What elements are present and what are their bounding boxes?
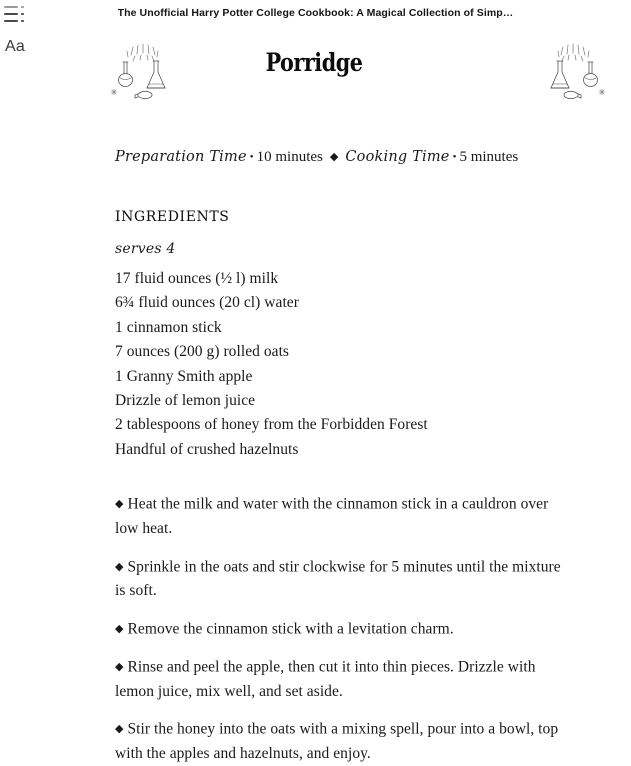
list-item: 17 fluid ounces (½ l) milk: [115, 270, 279, 287]
table-of-contents-icon[interactable]: [4, 5, 26, 23]
step-bullet-diamond-icon: ◆: [115, 560, 124, 573]
list-item: 6¾ fluid ounces (20 cl) water: [115, 294, 299, 312]
ingredients-heading: ingredients: [115, 202, 230, 226]
list-item: 7 ounces (200 g) rolled oats: [115, 343, 290, 361]
instruction-text: Remove the cinnamon stick with a levitation charm.: [127, 620, 454, 638]
step-bullet-diamond-icon: ◆: [115, 622, 124, 635]
toc-icon-row: [4, 20, 26, 22]
list-item: 1 cinnamon stick: [115, 318, 222, 336]
toc-icon-row: [4, 6, 26, 8]
list-item: 2 tablespoons of honey from the Forbidden Forest: [115, 416, 428, 434]
toc-icon-dash-long: [4, 13, 18, 15]
list-item: [115, 555, 561, 604]
recipe-page: [0, 26, 631, 762]
list-item: [115, 492, 561, 541]
step-bullet-diamond-icon: ◆: [115, 498, 124, 511]
list-item: [115, 617, 561, 642]
list-item: [115, 655, 561, 704]
list-item: [115, 717, 561, 766]
step-bullet-diamond-icon: ◆: [115, 723, 124, 736]
recipe-title: Porridge: [265, 48, 363, 77]
step-bullet-diamond-icon: ◆: [115, 660, 124, 673]
prep-time-separator: •: [249, 151, 254, 164]
font-size-button[interactable]: Aa: [5, 38, 25, 55]
recipe-title-row: [115, 38, 561, 116]
toc-icon-dash-short: [21, 13, 24, 15]
instruction-text: Stir the honey into the oats with a mixing spell, pour into a bowl, top with the apples and hazelnuts, and enjoy.: [115, 720, 559, 762]
instruction-text: Rinse and peel the apple, then cut it into thin pieces. Drizzle with lemon juice, mix well, and set aside.: [115, 658, 536, 700]
cook-time-separator: •: [452, 151, 457, 164]
toc-icon-dash-short: [21, 20, 24, 22]
times-divider-diamond-icon: ◆: [329, 150, 339, 163]
ingredient-list: [115, 267, 561, 462]
prep-time-value: 10 minutes: [256, 149, 323, 165]
toc-icon-dash-long: [4, 20, 18, 22]
instruction-text: Sprinkle in the oats and stir clockwise for 5 minutes until the mixture is soft.: [115, 558, 561, 600]
book-title: The Unofficial Harry Potter College Cookbook: A Magical Collection of Simp…: [117, 7, 514, 19]
toc-icon-dash-short: [21, 6, 24, 8]
toc-icon-dash-long: [4, 6, 18, 8]
list-item: Drizzle of lemon juice: [115, 392, 256, 410]
cook-time-value: 5 minutes: [459, 149, 519, 165]
reader-header-bar: [0, 0, 631, 26]
list-item: 1 Granny Smith apple: [115, 367, 253, 385]
list-item: Handful of crushed hazelnuts: [115, 440, 299, 458]
serves-label: serves 4: [115, 241, 176, 257]
cook-time-label: Cooking Time: [345, 149, 450, 165]
prep-time-label: Preparation Time: [115, 149, 247, 165]
toc-icon-row: [4, 13, 26, 15]
recipe-times: [115, 148, 561, 166]
instruction-text: Heat the milk and water with the cinnamon stick in a cauldron over low heat.: [115, 495, 549, 538]
instruction-list: [115, 492, 561, 766]
potion-bottles-sparkle-ornament-right: [531, 42, 611, 104]
